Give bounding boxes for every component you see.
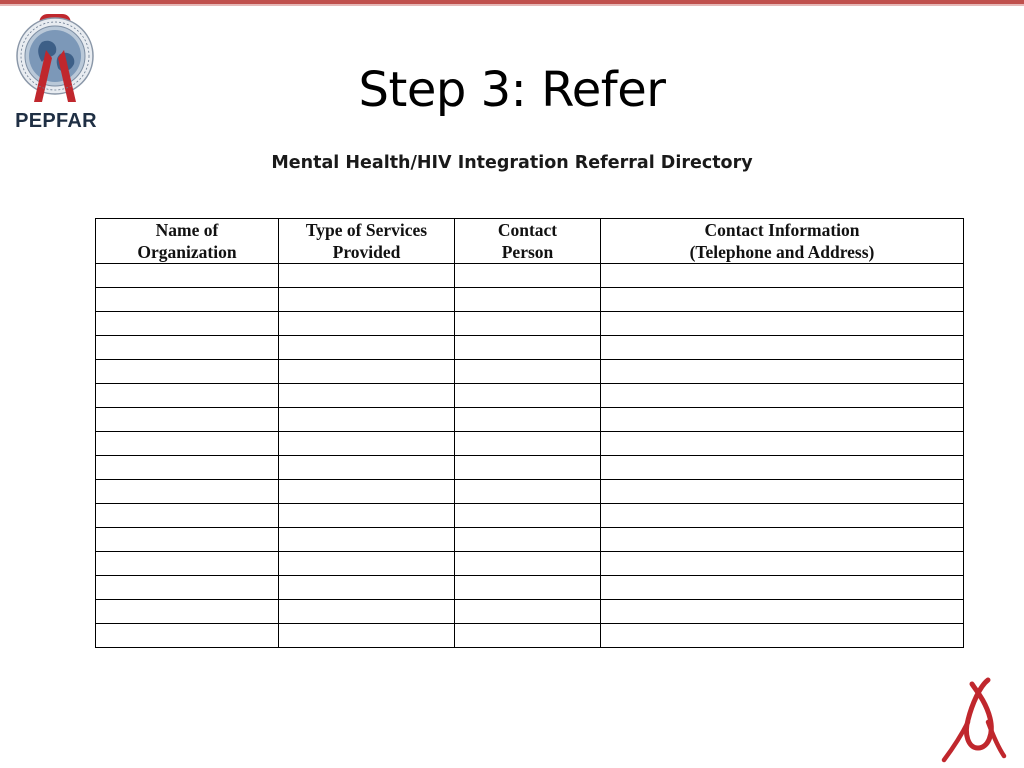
table-cell <box>601 288 964 312</box>
table-cell <box>279 456 455 480</box>
table-cell <box>279 432 455 456</box>
table-cell <box>601 312 964 336</box>
table-row <box>96 264 964 288</box>
slide-title: Step 3: Refer <box>358 62 666 118</box>
table-cell <box>279 288 455 312</box>
referral-directory-table <box>95 218 964 648</box>
table-cell <box>601 408 964 432</box>
table-cell <box>455 288 601 312</box>
table-cell <box>601 528 964 552</box>
table-cell <box>455 336 601 360</box>
table-cell <box>279 312 455 336</box>
table-row <box>96 480 964 504</box>
top-accent-shadow <box>0 4 1024 6</box>
table-cell <box>96 384 279 408</box>
table-cell <box>96 408 279 432</box>
table-cell <box>601 456 964 480</box>
header-organization <box>96 219 279 264</box>
table-cell <box>96 600 279 624</box>
table-row <box>96 288 964 312</box>
table-row <box>96 504 964 528</box>
table-cell <box>455 384 601 408</box>
header-line: Provided <box>332 242 401 262</box>
header-line: Contact Information <box>704 220 860 240</box>
table-cell <box>455 504 601 528</box>
table-row <box>96 624 964 648</box>
header-contact-information <box>601 219 964 264</box>
table-row <box>96 600 964 624</box>
logo-text: PEPFAR <box>15 110 97 132</box>
header-line: Organization <box>137 242 237 262</box>
table-cell <box>601 576 964 600</box>
table-cell <box>96 432 279 456</box>
table-row <box>96 528 964 552</box>
table-cell <box>96 456 279 480</box>
header-line: Type of Services <box>305 220 428 240</box>
table-row <box>96 552 964 576</box>
table-cell <box>601 480 964 504</box>
table-cell <box>279 624 455 648</box>
table-row <box>96 312 964 336</box>
table-cell <box>455 456 601 480</box>
table-cell <box>601 264 964 288</box>
table-row <box>96 336 964 360</box>
table-cell <box>96 552 279 576</box>
table-cell <box>279 552 455 576</box>
table-cell <box>96 360 279 384</box>
table-cell <box>96 336 279 360</box>
table-cell <box>455 624 601 648</box>
table-cell <box>455 360 601 384</box>
table-row <box>96 456 964 480</box>
table-cell <box>96 264 279 288</box>
table-cell <box>279 576 455 600</box>
table-cell <box>455 576 601 600</box>
table-row <box>96 576 964 600</box>
table-cell <box>279 600 455 624</box>
header-line: Contact <box>497 220 558 240</box>
table-cell <box>601 600 964 624</box>
table-row <box>96 360 964 384</box>
table-body <box>96 264 964 648</box>
table-cell <box>601 624 964 648</box>
table-cell <box>601 432 964 456</box>
table-cell <box>96 480 279 504</box>
table-cell <box>455 264 601 288</box>
table-cell <box>455 552 601 576</box>
document-title: Mental Health/HIV Integration Referral Directory <box>271 153 753 173</box>
table-cell <box>96 504 279 528</box>
table-cell <box>96 528 279 552</box>
table-cell <box>96 288 279 312</box>
table-cell <box>455 600 601 624</box>
table-header-row <box>96 219 964 264</box>
header-line: Name of <box>155 220 219 240</box>
table-cell <box>601 504 964 528</box>
table-cell <box>601 384 964 408</box>
table-cell <box>279 480 455 504</box>
table-cell <box>279 336 455 360</box>
table-cell <box>279 504 455 528</box>
table-row <box>96 384 964 408</box>
table-row <box>96 432 964 456</box>
table-row <box>96 408 964 432</box>
table-cell <box>455 408 601 432</box>
table-cell <box>279 408 455 432</box>
table-cell <box>455 480 601 504</box>
table-cell <box>455 432 601 456</box>
header-services <box>279 219 455 264</box>
table-cell <box>601 360 964 384</box>
table-cell <box>96 312 279 336</box>
table-cell <box>455 528 601 552</box>
table-cell <box>96 576 279 600</box>
header-contact-person <box>455 219 601 264</box>
header-line: (Telephone and Address) <box>689 242 875 262</box>
table-cell <box>279 264 455 288</box>
table-cell <box>601 552 964 576</box>
table-cell <box>601 336 964 360</box>
table-cell <box>279 384 455 408</box>
table-cell <box>96 624 279 648</box>
table-cell <box>279 528 455 552</box>
awareness-ribbon-icon <box>938 676 1008 764</box>
table-cell <box>455 312 601 336</box>
table-cell <box>279 360 455 384</box>
header-line: Person <box>501 242 554 262</box>
